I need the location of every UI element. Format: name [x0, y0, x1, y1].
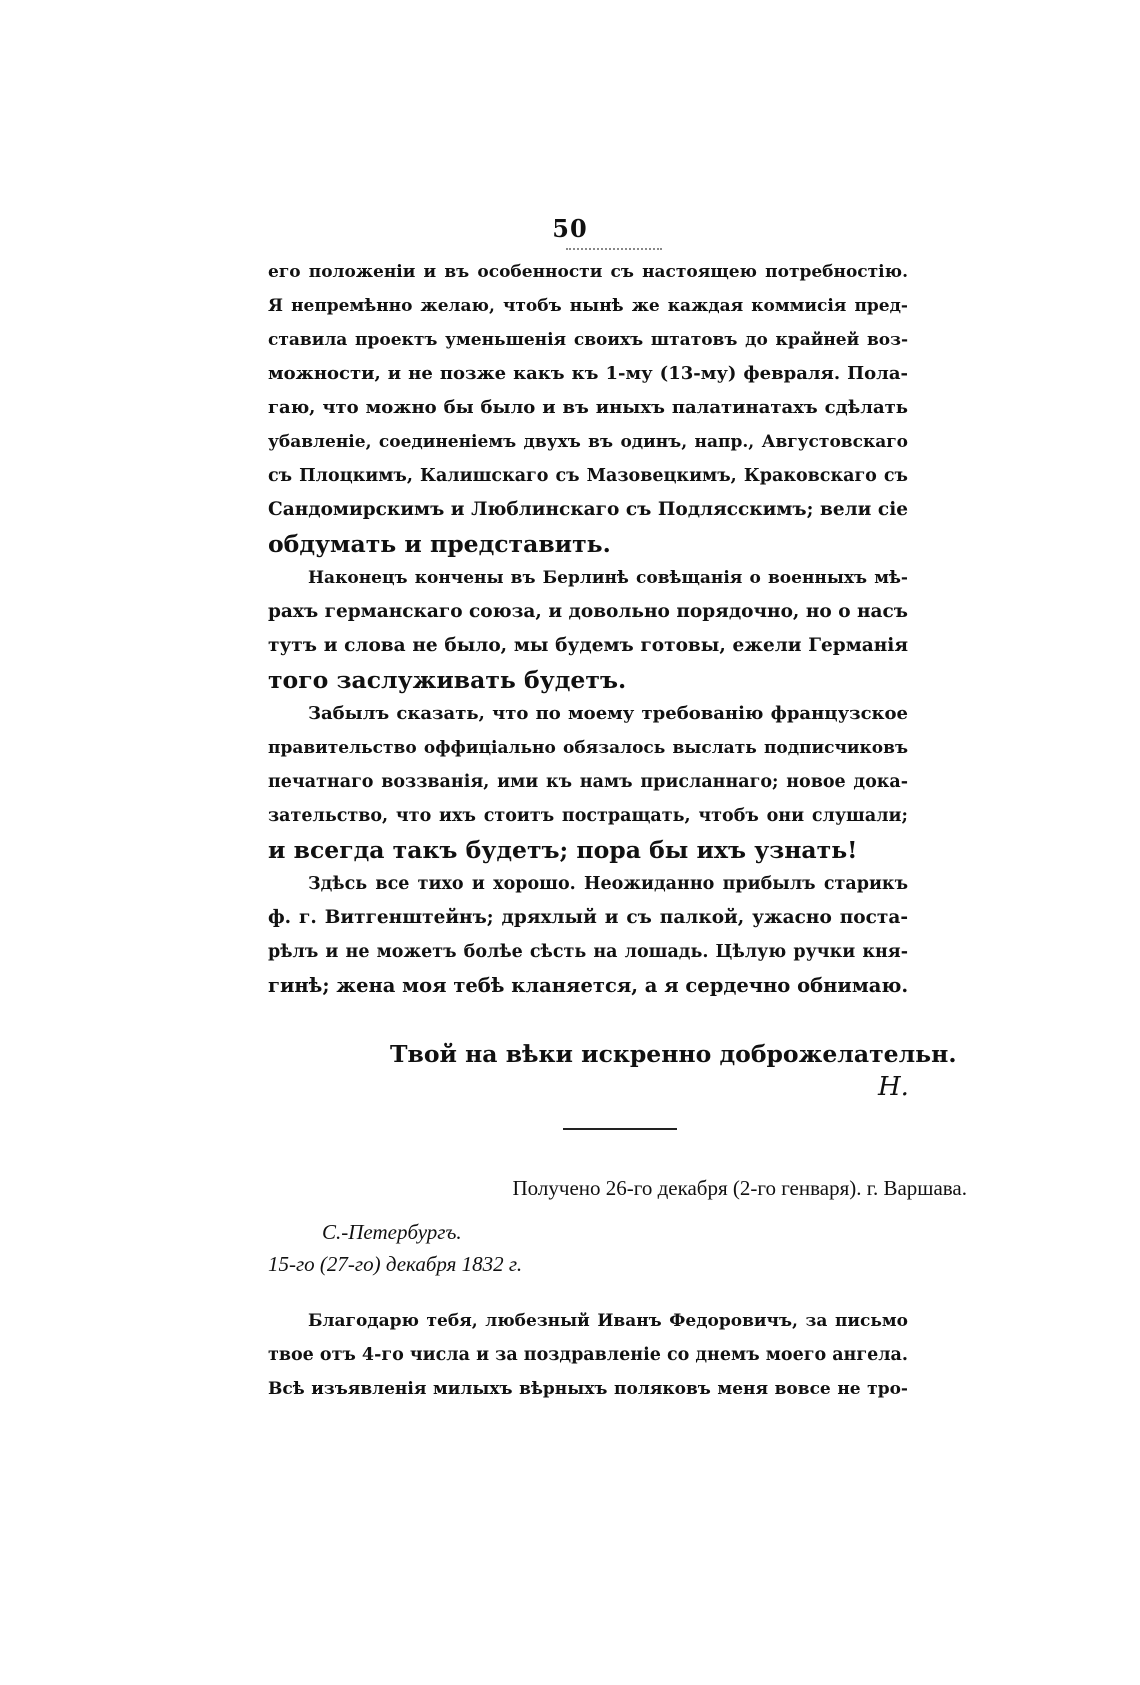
text-line: Благодарю тебя, любезный Иванъ Федоровичъ, за письмо	[308, 1311, 908, 1331]
text-line: печатнаго воззванія, ими къ намъ присланнаго; новое дока-	[268, 772, 908, 792]
text-line: гинѣ; жена моя тебѣ кланяется, а я сердечно обнимаю.	[268, 974, 909, 997]
text-line: Сандомирскимъ и Люблинскаго съ Подлясскимъ; вели сіе	[268, 499, 908, 520]
text-line: рѣлъ и не можетъ болѣе сѣсть на лошадь. Цѣлую ручки кня-	[268, 942, 908, 962]
text-line: гаю, что можно бы было и въ иныхъ палатинатахъ сдѣлать	[268, 397, 908, 418]
page-number-rule	[566, 248, 662, 250]
letter2-date: 15-го (27-го) декабря 1832 г.	[268, 1252, 523, 1276]
text-line: обдумать и представить.	[268, 530, 611, 558]
text-line: твое отъ 4-го числа и за поздравленіе со днемъ моего ангела.	[268, 1345, 908, 1365]
text-line: и всегда такъ будетъ; пора бы ихъ узнать!	[268, 836, 858, 864]
text-line: ф. г. Витгенштейнъ; дряхлый и съ палкой, ужасно поста-	[268, 907, 908, 928]
text-line: Всѣ изъявленія милыхъ вѣрныхъ поляковъ меня вовсе не тро-	[268, 1379, 908, 1399]
text-line: правительство оффиціально обязалось выслать подписчиковъ	[268, 738, 908, 758]
text-line: Наконецъ кончены въ Берлинѣ совѣщанія о военныхъ мѣ-	[308, 568, 908, 588]
text-line: рахъ германскаго союза, и довольно порядочно, но о насъ	[268, 601, 908, 622]
letter2-place: С.-Петербургъ.	[322, 1220, 462, 1244]
text-line: его положеніи и въ особенности съ настоящею потребностію.	[268, 262, 908, 282]
page-number: 50	[552, 214, 588, 243]
text-line: Здѣсь все тихо и хорошо. Неожиданно прибылъ старикъ	[308, 874, 908, 894]
text-line: ставила проектъ уменьшенія своихъ штатовъ до крайней воз-	[268, 330, 908, 350]
text-line: можности, и не позже какъ къ 1-му (13-му) февраля. Пола-	[268, 363, 908, 384]
text-line: съ Плоцкимъ, Калишскаго съ Мазовецкимъ, Краковскаго съ	[268, 466, 908, 486]
letter1-closing: Твой на вѣки искренно доброжелательн.	[390, 1040, 957, 1068]
text-line: Забылъ сказать, что по моему требованію французское	[308, 703, 908, 724]
letter1-signature: Н.	[878, 1072, 909, 1102]
letter2-received-note: Получено 26-го декабря (2-го генваря). г. Варшава.	[512, 1176, 967, 1200]
text-line: Я непремѣнно желаю, чтобъ нынѣ же каждая коммисія пред-	[268, 296, 908, 316]
text-line: убавленіе, соединеніемъ двухъ въ одинъ, напр., Августовскаго	[268, 432, 908, 452]
letter1-body	[268, 255, 908, 1003]
text-line: того заслуживать будетъ.	[268, 666, 627, 694]
text-line: тутъ и слова не было, мы будемъ готовы, ежели Германія	[268, 635, 908, 656]
letter2-body	[268, 1304, 908, 1406]
text-line: зательство, что ихъ стоитъ постращать, чтобъ они слушали;	[268, 806, 908, 826]
section-divider	[563, 1128, 677, 1130]
